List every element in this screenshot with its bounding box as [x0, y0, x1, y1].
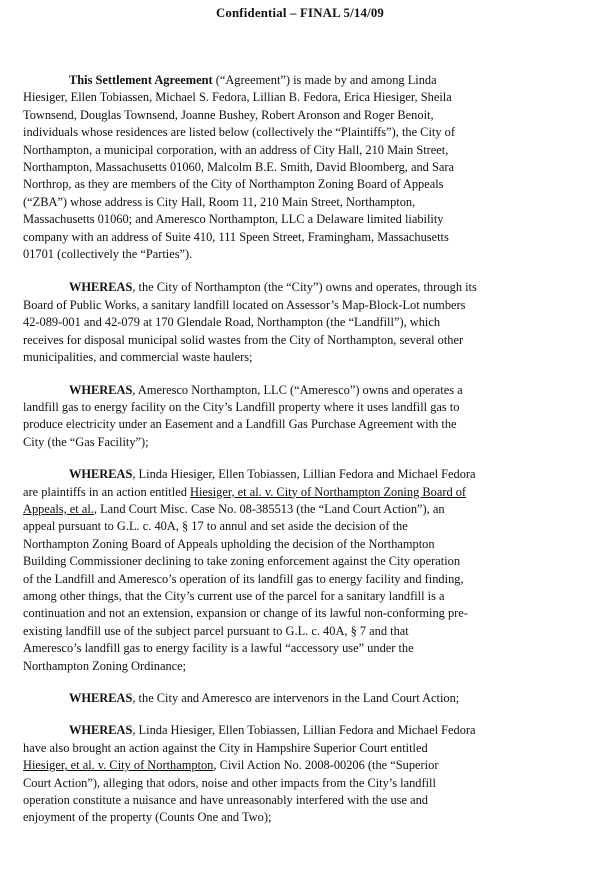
paragraph-line: company with an address of Suite 410, 111 Speen Street, Framingham, Massachusetts: [23, 229, 449, 244]
paragraph-line: Massachusetts 01060; and Ameresco Northampton, LLC a Delaware limited liability: [23, 212, 444, 227]
paragraph-lead: WHEREAS: [69, 382, 133, 397]
paragraph-line: produce electricity under an Easement and a Landfill Gas Purchase Agreement with the: [23, 417, 457, 432]
line-text: , Civil Action No. 2008-00206 (the “Superior: [213, 758, 439, 773]
paragraph-lead: This Settlement Agreement: [69, 73, 213, 87]
paragraph-line: of the Landfill and Ameresco’s operation of its landfill gas to energy facility and finding,: [23, 571, 464, 586]
paragraph-line: [23, 466, 588, 483]
paragraph-line: Court Action”), alleging that odors, noise and other impacts from the City’s landfill: [23, 775, 436, 790]
paragraph-spacer: [23, 707, 588, 722]
whereas-paragraph: [23, 690, 588, 707]
case-title: Hiesiger, et al. v. City of Northampton: [23, 758, 214, 773]
paragraph-spacer: [23, 451, 588, 466]
paragraph-line: Northampton, a municipal corporation, with an address of City Hall, 210 Main Street,: [23, 142, 449, 157]
paragraph-line: Northampton Zoning Ordinance;: [23, 658, 187, 673]
paragraph-line: Northrop, as they are members of the City of Northampton Zoning Board of Appeals: [23, 177, 444, 192]
paragraph-line: Northampton, Massachusetts 01060, Malcolm B.E. Smith, David Bloomberg, and Sara: [23, 160, 454, 175]
whereas-paragraph: [23, 279, 588, 366]
paragraph-line: Building Commissioner declining to take zoning enforcement against the City operation: [23, 554, 461, 569]
paragraph-line: [23, 72, 588, 89]
paragraph-line: existing landfill use of the subject parcel pursuant to G.L. c. 40A, § 7 and that: [23, 623, 409, 638]
paragraph-line: among other things, that the City’s current use of the parcel for a sanitary landfill is a: [23, 588, 445, 603]
paragraph-line: operation constitute a nuisance and have unreasonably interfered with the use and: [23, 793, 428, 808]
paragraph-line: enjoyment of the property (Counts One and Two);: [23, 810, 272, 825]
whereas-paragraph: [23, 466, 588, 675]
case-title: Appeals, et al.: [23, 501, 94, 516]
paragraph-spacer: [23, 367, 588, 382]
line-text: (“Agreement”) is made by and among Linda: [212, 73, 437, 87]
paragraph-line: [23, 757, 588, 774]
whereas-paragraph: [23, 382, 588, 452]
paragraph-line: [23, 722, 588, 739]
intro-paragraph: [23, 72, 588, 263]
paragraph-line: 01701 (collectively the “Parties”).: [23, 247, 193, 262]
paragraph-line: City (the “Gas Facility”);: [23, 434, 149, 449]
document-header: Confidential – FINAL 5/14/09: [215, 6, 385, 20]
paragraph-line: Board of Public Works, a sanitary landfill located on Assessor’s Map-Block-Lot numbers: [23, 297, 466, 312]
line-text: , Linda Hiesiger, Ellen Tobiassen, Lillian Fedora and Michael Fedora: [132, 723, 476, 738]
paragraph-lead: WHEREAS: [69, 280, 133, 295]
paragraph-line: individuals whose residences are listed below (collectively the “Plaintiffs”), the City of: [23, 125, 455, 140]
paragraph-line: [23, 279, 588, 296]
paragraph-line: Townsend, Douglas Townsend, Joanne Bushey, Robert Aronson and Roger Benoit,: [23, 107, 434, 122]
line-text: , the City of Northampton (the “City”) owns and operates, through its: [132, 280, 477, 295]
paragraph-line: have also brought an action against the City in Hampshire Superior Court entitled: [23, 740, 428, 755]
paragraph-line: [23, 690, 588, 707]
whereas-paragraph: [23, 722, 588, 826]
paragraph-line: municipalities, and commercial waste haulers;: [23, 350, 253, 365]
line-text: , Ameresco Northampton, LLC (“Ameresco”) owns and operates a: [132, 382, 463, 397]
paragraph-line: landfill gas to energy facility on the City’s Landfill property where it uses landfill gas to: [23, 399, 460, 414]
line-text: are plaintiffs in an action entitled: [23, 484, 190, 499]
paragraph-line: Northampton Zoning Board of Appeals upholding the decision of the Northampton: [23, 536, 435, 551]
paragraph-lead: WHEREAS: [69, 723, 133, 738]
document-body: [23, 72, 588, 827]
line-text: , the City and Ameresco are intervenors in the Land Court Action;: [132, 691, 460, 705]
paragraph-line: (“ZBA”) whose address is City Hall, Room 11, 210 Main Street, Northampton,: [23, 194, 416, 209]
paragraph-spacer: [23, 675, 588, 690]
paragraph-line: 42-089-001 and 42-079 at 170 Glendale Road, Northampton (the “Landfill”), which: [23, 315, 441, 330]
paragraph-spacer: [23, 263, 588, 279]
paragraph-line: receives for disposal municipal solid wastes from the City of Northampton, several other: [23, 332, 464, 347]
case-title: Hiesiger, et al. v. City of Northampton Zoning Board of: [190, 484, 467, 499]
paragraph-line: continuation and not an extension, expansion or change of its lawful non-conforming pre-: [23, 606, 468, 621]
paragraph-lead: WHEREAS: [69, 691, 133, 705]
paragraph-line: Ameresco’s landfill gas to energy facility is a lawful “accessory use” under the: [23, 641, 414, 656]
paragraph-lead: WHEREAS: [69, 467, 133, 482]
paragraph-line: [23, 501, 588, 518]
line-text: , Linda Hiesiger, Ellen Tobiassen, Lillian Fedora and Michael Fedora: [132, 467, 476, 482]
paragraph-line: [23, 484, 588, 501]
paragraph-line: [23, 382, 588, 399]
paragraph-line: Hiesiger, Ellen Tobiassen, Michael S. Fedora, Lillian B. Fedora, Erica Hiesiger, Sheila: [23, 90, 452, 105]
line-text: , Land Court Misc. Case No. 08-385513 (the “Land Court Action”), an: [93, 501, 445, 516]
paragraph-line: appeal pursuant to G.L. c. 40A, § 17 to annul and set aside the decision of the: [23, 519, 408, 534]
